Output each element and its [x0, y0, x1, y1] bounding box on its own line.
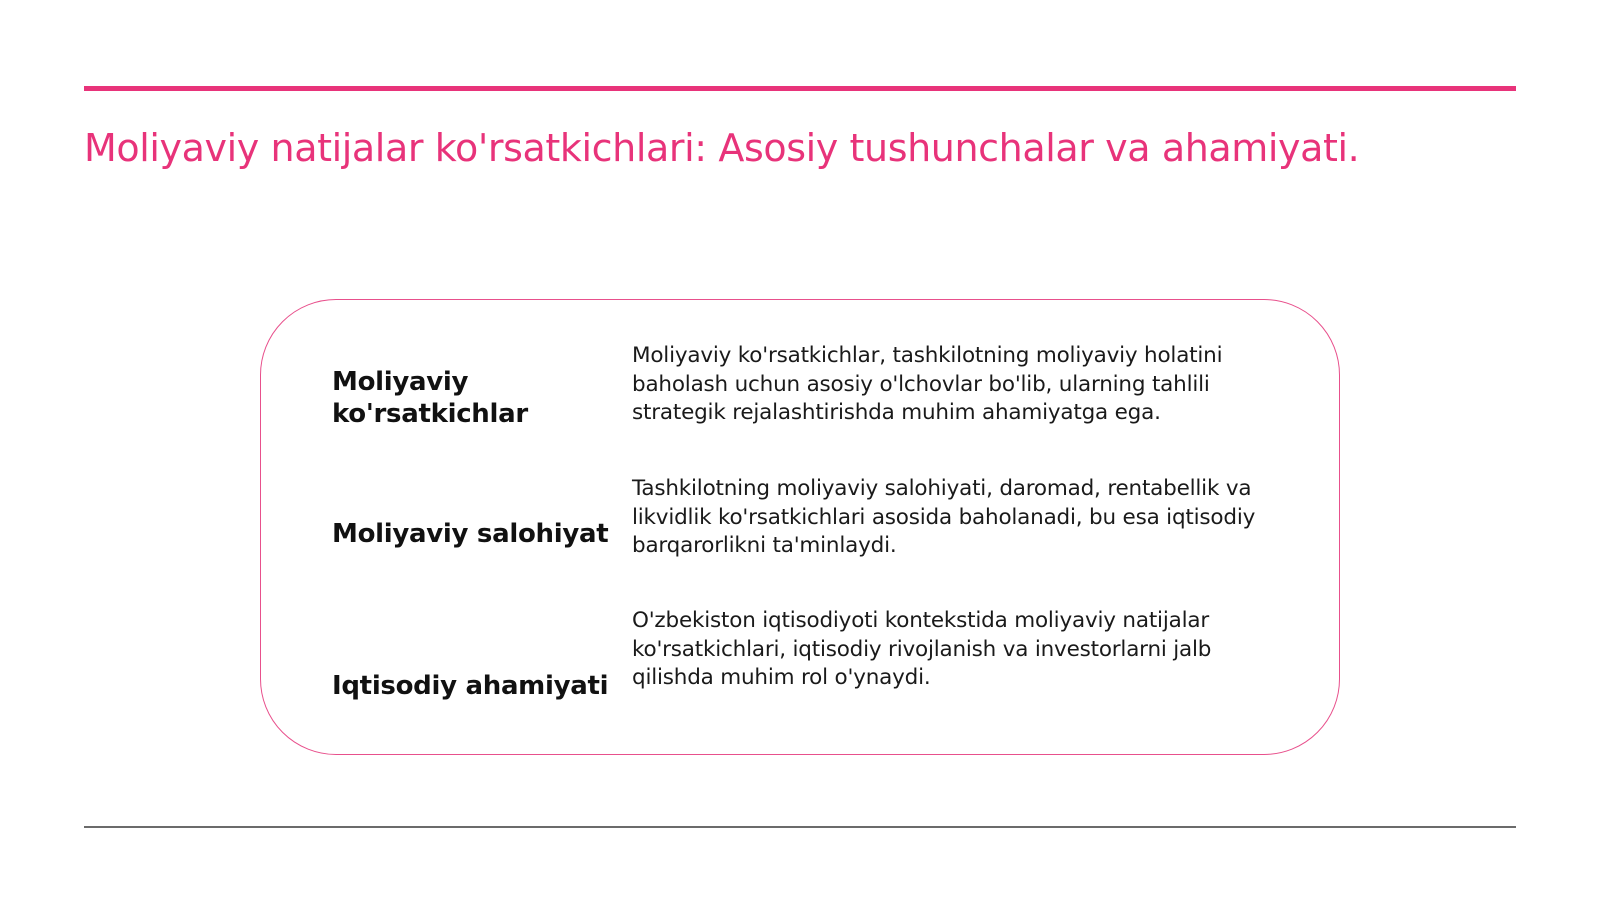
title-accent-rule — [84, 86, 1516, 91]
footer-rule — [84, 826, 1516, 828]
row-3-term: Iqtisodiy ahamiyati — [332, 671, 609, 701]
slide-title: Moliyaviy natijalar ko'rsatkichlari: Asosiy tushunchalar va ahamiyati. — [84, 126, 1360, 170]
row-1-description: Moliyaviy ko'rsatkichlar, tashkilotning moliyaviy holatini baholash uchun asosiy o'lchovlar bo'lib, ularning tahlili strategik rejalashtirishda muhim ahamiyatga ega. — [632, 343, 1223, 425]
row-2-term: Moliyaviy salohiyat — [332, 519, 609, 549]
row-2-description: Tashkilotning moliyaviy salohiyati, daromad, rentabellik va likvidlik ko'rsatkichlari asosida baholanadi, bu esa iqtisodiy barqarorlikni ta'minlaydi. — [632, 476, 1256, 558]
row-1-term: Moliyaviy ko'rsatkichlar — [332, 367, 528, 429]
row-3-description: O'zbekiston iqtisodiyoti kontekstida moliyaviy natijalar ko'rsatkichlari, iqtisodiy rivojlanish va investorlarni jalb qilishda muhim rol o'ynaydi. — [632, 608, 1212, 690]
